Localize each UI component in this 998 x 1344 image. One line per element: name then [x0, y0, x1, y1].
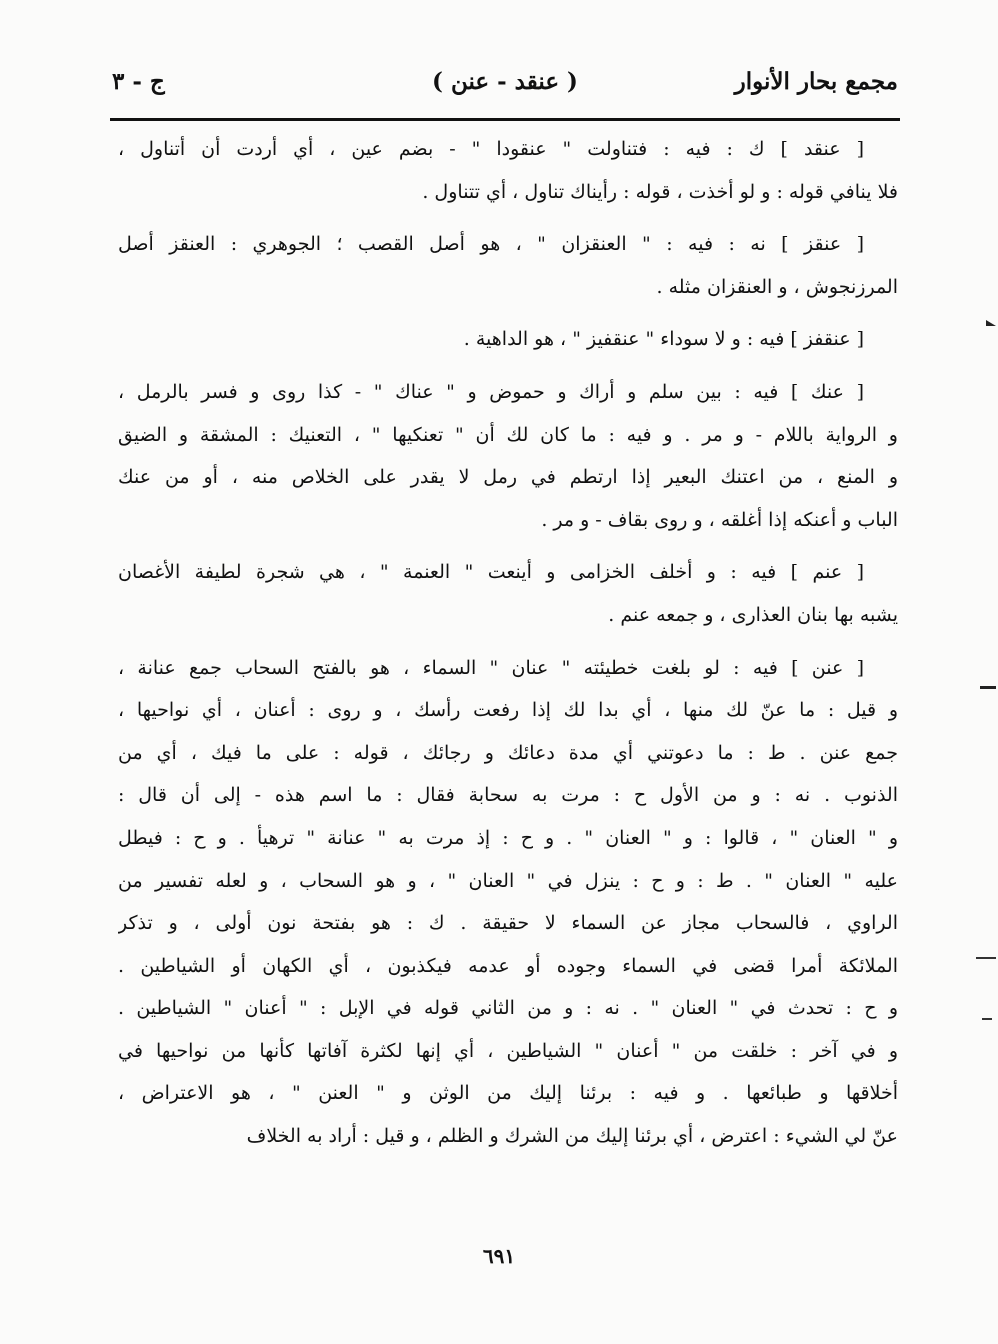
- entry-paragraph: [118, 223, 898, 308]
- entry-paragraph: [118, 371, 898, 541]
- text-line: [ عنك ] فيه : بين سلم و أراك و حموض و " عناك " - كذا روى و فسر بالرمل ،: [118, 380, 864, 403]
- header-entry-range: ( عنقد - عنن ): [432, 67, 578, 95]
- text-line: و الرواية باللام - و مر . و فيه : ما كان لك أن " تعنكيها " ، التعنيك : المشقة و الضيق: [118, 423, 898, 446]
- text-line: المرزنجوش ، و العنقزان مثله .: [656, 275, 898, 298]
- text-line: عليه " العنان " . ط : و ح : ينزل في " العنان " ، و هو السحاب ، و لعله تفسير من: [118, 869, 898, 892]
- text-line: عنّ لي الشيء : اعترض ، أي برئنا إليك من الشرك و الظلم ، و قيل : أراد به الخلاف: [246, 1125, 898, 1148]
- text-line: الباب و أعنكه إذا أغلقه ، و روى بقاف - و مر .: [541, 508, 898, 531]
- text-line: [ عنن ] فيه : لو بلغت خطيئته " عنان " السماء ، هو بالفتح السحاب جمع عنانة ،: [118, 656, 864, 679]
- margin-mark: [976, 957, 996, 959]
- margin-mark: [982, 1018, 992, 1020]
- text-line: يشبه بها بنان العذارى ، و جمعه عنم .: [608, 603, 898, 626]
- header-rule: [110, 118, 900, 121]
- text-line: [ عنقز ] نه : فيه : " العنقزان " ، هو أصل القصب ؛ الجوهري : العنقز أصل: [118, 233, 864, 256]
- text-line: الراوي ، فالسحاب مجاز عن السماء لا حقيقة . ك : هو بفتحة نون أولى ، و تذكر: [118, 912, 898, 935]
- text-line: و المنع ، من اعتنك البعير إذا ارتطم في رمل لا يقدر على الخلاص منه ، أو من عنك: [118, 466, 898, 489]
- text-line: الملائكة أمرا قضى في السماء وجوده أو عدمه فيكذبون ، أي الكهان أو الشياطين .: [118, 954, 898, 977]
- entry-paragraph: [118, 318, 898, 361]
- entry-paragraph: [118, 128, 898, 213]
- margin-mark: [986, 320, 996, 326]
- margin-mark: [980, 686, 996, 689]
- entry-paragraph: [118, 647, 898, 1158]
- page-body: [118, 128, 898, 1168]
- text-line: [ عنقفز ] فيه : و لا سوداء " عنقفيز " ، هو الداهية .: [463, 328, 864, 351]
- text-line: و في آخر : خلقت من " أعنان " الشياطين ، أي إنها لكثرة آفاتها كأنها من نواحيها في: [118, 1039, 898, 1062]
- text-line: و قيل : ما عنّ لك منها ، أي بدا لك إذا رفعت رأسك ، و روى : أعنان ، أي نواحيها ،: [118, 699, 898, 722]
- text-line: أخلاقها و طبائعها . و فيه : برئنا إليك من الوثن و " العنن " ، هو الاعتراض ،: [118, 1082, 898, 1105]
- text-line: الذنوب . نه : و من الأول ح : مرت به سحابة فقال : ما اسم هذه - إلى أن قال :: [118, 784, 898, 807]
- text-line: و " العنان " ، قالوا : و " العنان " . و ح : إذ مرت به " عنانة " ترهيأ . و ح : فيطل: [118, 826, 898, 849]
- text-line: جمع عنن . ط : ما دعوتني أي مدة دعائك و رجائك ، قوله : على ما فيك ، أي من: [118, 741, 898, 764]
- text-line: و ح : تحدث في " العنان " . نه : و من الثاني قوله في الإبل : " أعنان " الشياطين .: [118, 997, 898, 1020]
- running-header: [112, 58, 898, 104]
- header-volume: ج - ٣: [112, 67, 165, 95]
- page-number: ٦٩١: [482, 1244, 516, 1268]
- text-line: [ عنم ] فيه : و أخلف الخزامى و أينعت " العنمة " ، هي شجرة لطيفة الأغصان: [118, 561, 864, 584]
- text-line: فلا ينافي قوله : و لو أخذت ، قوله : رأيناك تناول ، أي تتناول .: [422, 180, 898, 203]
- text-line: [ عنقد ] ك : فيه : فتناولت " عنقودا " - بضم عين ، أي أردت أن أتناول ،: [118, 138, 864, 160]
- entry-paragraph: [118, 551, 898, 636]
- header-book-title: مجمع بحار الأنوار: [734, 67, 898, 95]
